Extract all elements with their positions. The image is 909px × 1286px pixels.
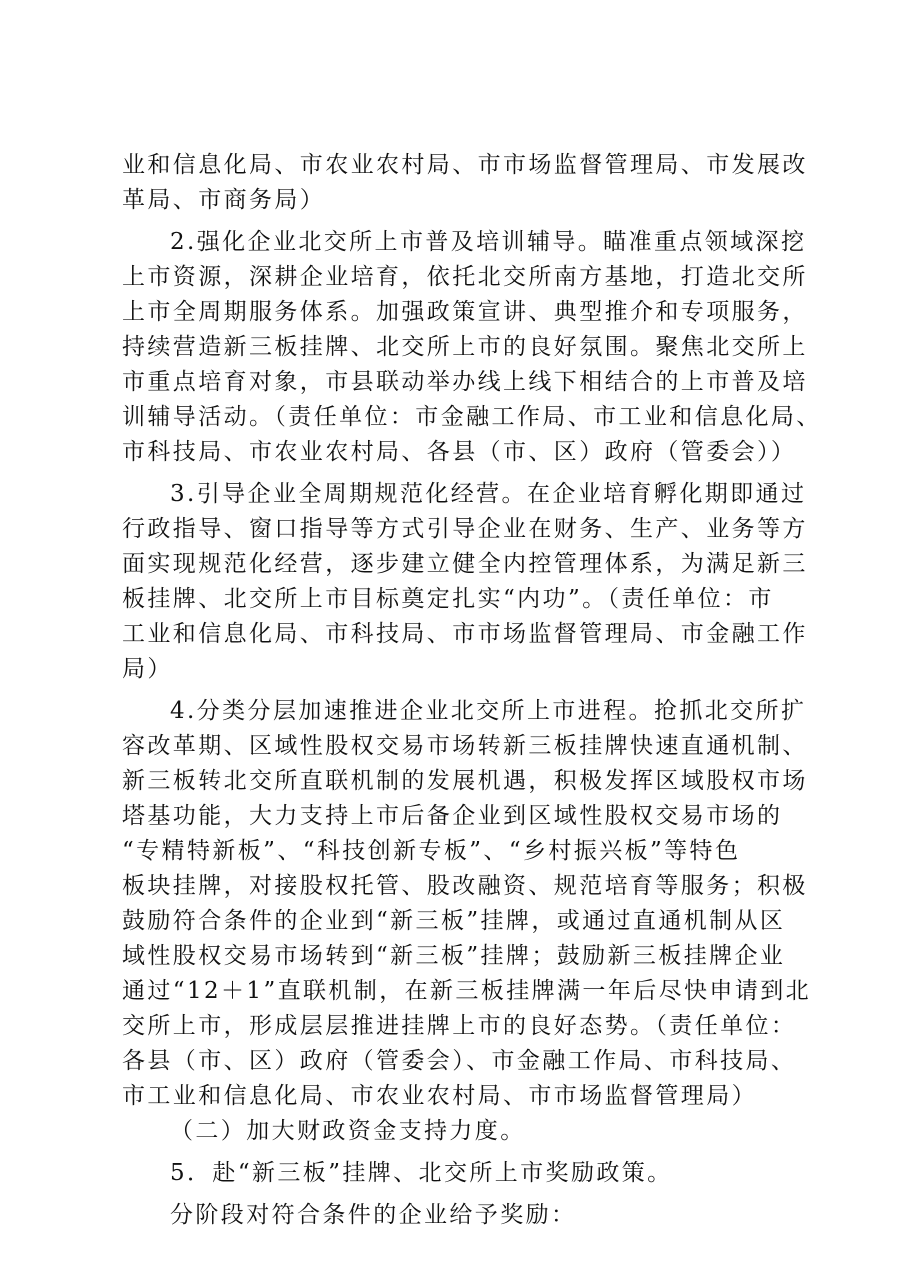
text-line: 革局、市商务局） [122,187,326,213]
text-line: 上市全周期服务体系。加强政策宣讲、典型推介和专项服务， [122,299,808,325]
text-line: 域性股权交易市场转到“新三板”挂牌；鼓励新三板挂牌企业 [122,943,786,969]
text-line: 业和信息化局、市农业农村局、市市场监督管理局、市发展改 [122,152,808,178]
text-line: 板块挂牌，对接股权托管、股改融资、规范培育等服务；积极 [122,873,808,899]
text-line: 工业和信息化局、市科技局、市市场监督管理局、市金融工作 [122,621,808,647]
text-line: 板挂牌、北交所上市目标奠定扎实“内功”。（责任单位：市 [122,586,774,612]
paragraph-4-start: 4.分类分层加速推进企业北交所上市进程。抢抓北交所扩 [170,698,807,724]
text-line: 面实现规范化经营，逐步建立健全内控管理体系，为满足新三 [122,551,808,577]
text-line: 训辅导活动。（责任单位：市金融工作局、市工业和信息化局、 [122,404,822,430]
text-line: 局） [122,656,173,682]
text-line: 新三板转北交所直联机制的发展机遇，积极发挥区域股权市场 [122,768,808,794]
paragraph-5-start: 5．赴“新三板”挂牌、北交所上市奖励政策。 [170,1160,673,1186]
text-line: 交所上市，形成层层推进挂牌上市的良好态势。（责任单位： [122,1013,797,1039]
text-line: 市科技局、市农业农村局、各县（市、区）政府（管委会）） [122,439,797,465]
text-line: 行政指导、窗口指导等方式引导企业在财务、生产、业务等方 [122,516,808,542]
text-line: 分阶段对符合条件的企业给予奖励： [170,1202,577,1228]
text-line: 持续营造新三板挂牌、北交所上市的良好氛围。聚焦北交所上 [122,334,808,360]
document-body [122,148,822,1233]
paragraph-3-start: 3.引导企业全周期规范化经营。在企业培育孵化期即通过 [170,481,807,507]
text-line: 市重点培育对象，市县联动举办线上线下相结合的上市普及培 [122,369,808,395]
text-line: 市工业和信息化局、市农业农村局、市市场监督管理局） [122,1083,757,1109]
text-line: “专精特新板”、“科技创新专板”、“乡村振兴板”等特色 [122,838,741,864]
text-line: 塔基功能，大力支持上市后备企业到区域性股权交易市场的 [122,803,783,829]
paragraph-2-start: 2.强化企业北交所上市普及培训辅导。瞄准重点领域深挖 [170,229,807,255]
section-heading: （二）加大财政资金支持力度。 [170,1118,526,1144]
text-line: 各县（市、区）政府（管委会）、市金融工作局、市科技局、 [122,1048,797,1074]
text-line: 通过“12＋1”直联机制，在新三板挂牌满一年后尽快申请到北 [122,978,812,1004]
text-line: 上市资源，深耕企业培育，依托北交所南方基地，打造北交所 [122,264,808,290]
text-line: 鼓励符合条件的企业到“新三板”挂牌，或通过直通机制从区 [122,908,786,934]
text-line: 容改革期、区域性股权交易市场转新三板挂牌快速直通机制、 [122,733,808,759]
